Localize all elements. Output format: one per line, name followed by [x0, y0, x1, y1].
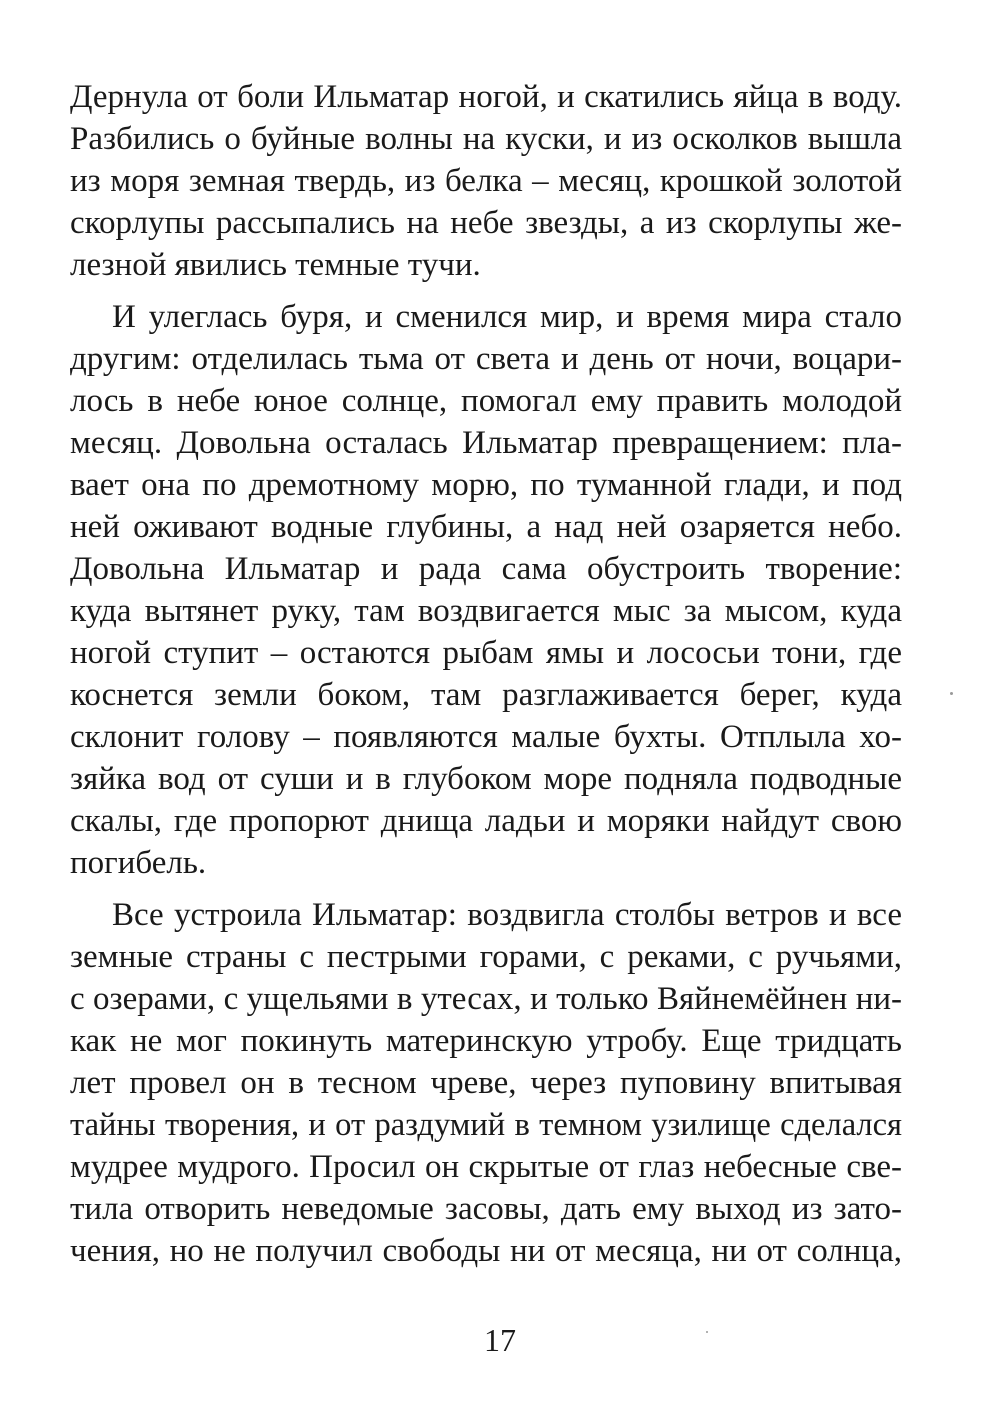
text-line: ногой ступит – остаются рыбам ямы и лососьи тони, где — [70, 635, 902, 671]
text-line: склонит голову – появляются малые бухты. Отплыла хо- — [70, 719, 902, 755]
scan-speck — [706, 1331, 708, 1333]
text-line: ней оживают водные глубины, а над ней озаряется небо. — [70, 509, 902, 545]
text-line: лезной явились темные тучи. — [70, 247, 481, 283]
text-line: лет провел он в тесном чреве, через пуповину впитывая — [70, 1065, 902, 1101]
paragraph-3 — [70, 894, 902, 1272]
text-line: тила отворить неведомые засовы, дать ему выход из зато- — [70, 1191, 902, 1227]
text-line: Дернула от боли Ильматар ногой, и скатились яйца в воду. — [70, 79, 902, 115]
paragraph-2 — [70, 296, 902, 884]
text-line: мудрее мудрого. Просил он скрытые от глаз небесные све- — [70, 1149, 902, 1185]
page-number: 17 — [484, 1322, 516, 1358]
text-line: лось в небе юное солнце, помогал ему править молодой — [70, 383, 902, 419]
text-line: Довольна Ильматар и рада сама обустроить творение: — [70, 551, 902, 587]
text-line: чения, но не получил свободы ни от месяца, ни от солнца, — [70, 1233, 902, 1269]
text-line: Разбились о буйные волны на куски, и из осколков вышла — [70, 121, 902, 157]
text-line: скорлупы рассыпались на небе звезды, а из скорлупы же- — [70, 205, 902, 241]
text-line: куда вытянет руку, там воздвигается мыс за мысом, куда — [70, 593, 902, 629]
text-line: Все устроила Ильматар: воздвигла столбы ветров и все — [112, 897, 902, 933]
text-line: земные страны с пестрыми горами, с реками, с ручьями, — [70, 939, 902, 975]
text-line: зяйка вод от суши и в глубоком море подняла подводные — [70, 761, 902, 797]
text-line: погибель. — [70, 845, 207, 881]
text-line: коснется земли боком, там разглаживается берег, куда — [70, 677, 902, 713]
body-text — [70, 76, 902, 1272]
text-line: другим: отделилась тьма от света и день от ночи, воцари- — [70, 341, 902, 377]
scan-speck — [950, 692, 953, 695]
text-line: из моря земная твердь, из белка – месяц, крошкой золотой — [70, 163, 902, 199]
paragraph-1 — [70, 76, 902, 286]
text-line: И улеглась буря, и сменился мир, и время мира стало — [112, 299, 902, 335]
text-line: скалы, где пропорют днища ладьи и моряки найдут свою — [70, 803, 902, 839]
text-line: как не мог покинуть материнскую утробу. Еще тридцать — [70, 1023, 902, 1059]
text-line: с озерами, с ущельями в утесах, и только Вяйнемёйнен ни- — [70, 981, 902, 1017]
text-line: тайны творения, и от раздумий в темном узилище сделался — [70, 1107, 902, 1143]
text-line: месяц. Довольна осталась Ильматар превращением: пла- — [70, 425, 902, 461]
text-line: вает она по дремотному морю, по туманной глади, и под — [70, 467, 902, 503]
